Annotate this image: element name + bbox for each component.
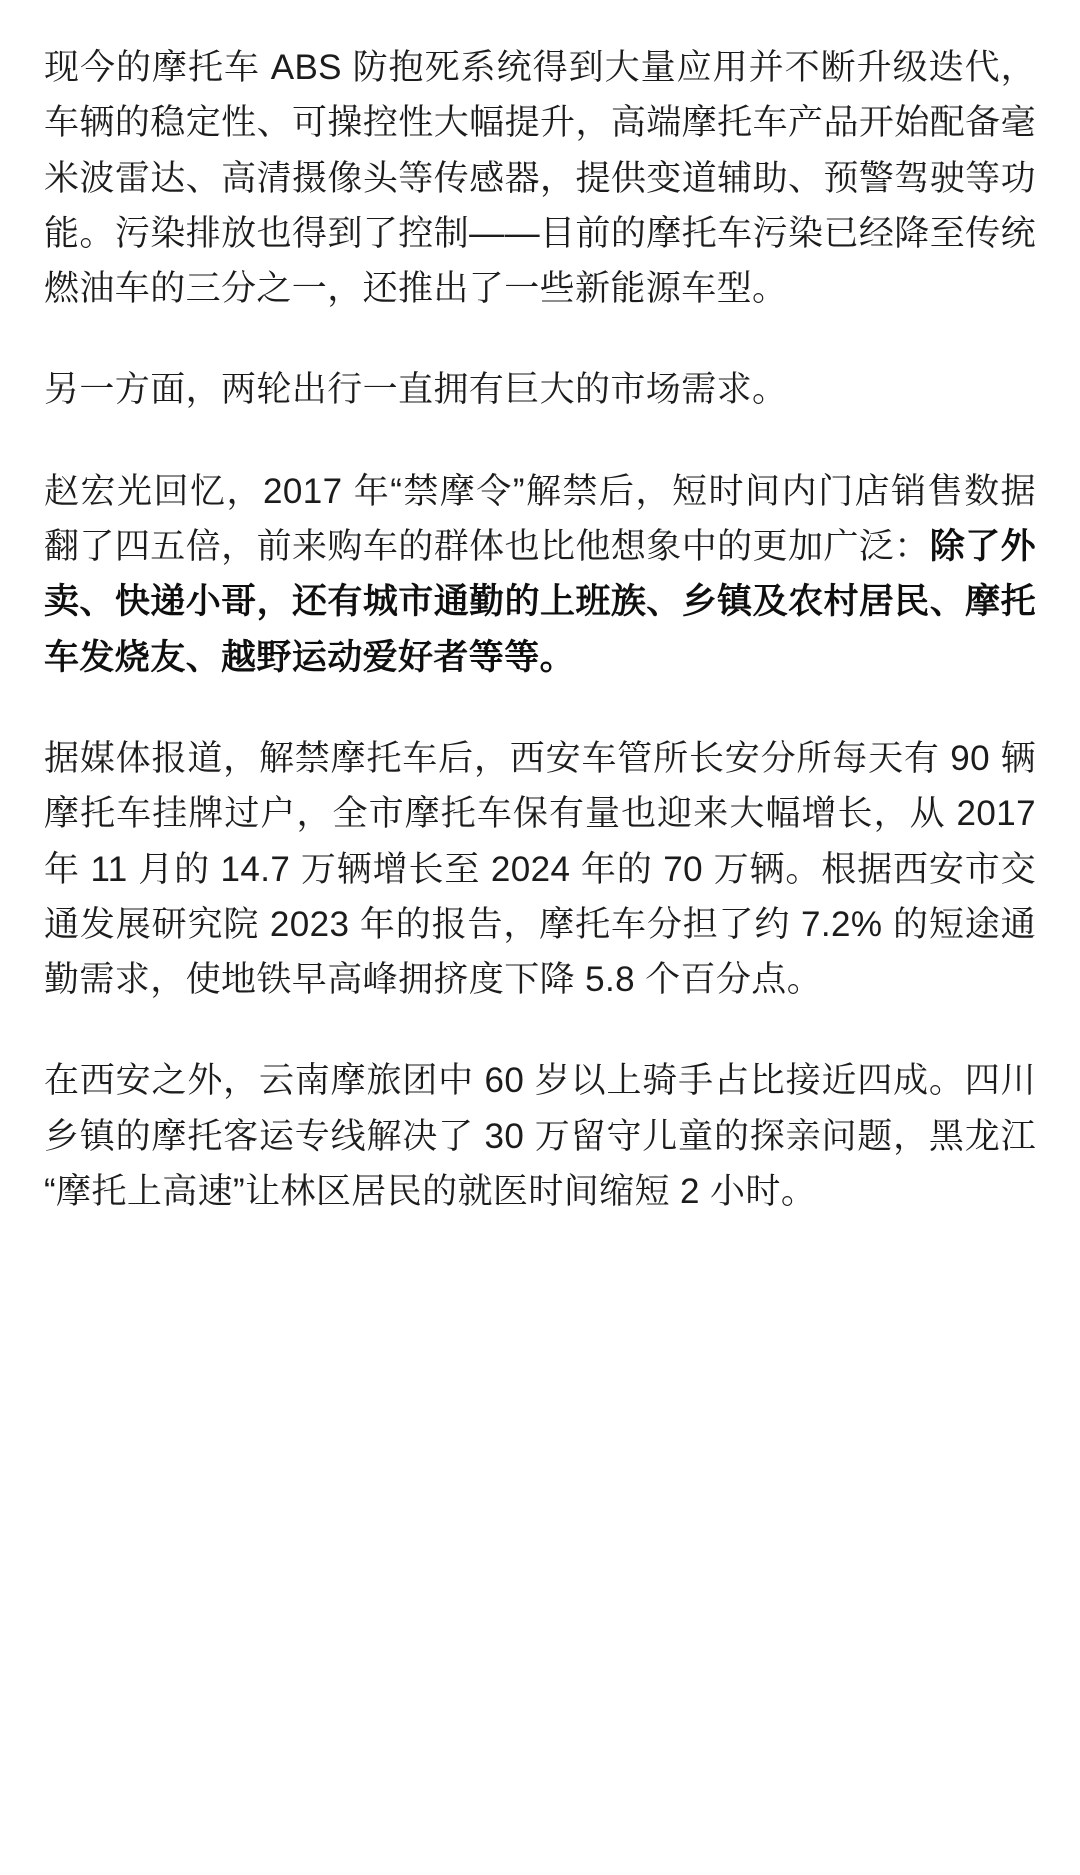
paragraph [44, 362, 1036, 417]
paragraph [44, 464, 1036, 685]
paragraph-list [44, 40, 1036, 1219]
paragraph-run: 据媒体报道，解禁摩托车后，西安车管所长安分所每天有 90 辆摩托车挂牌过户，全市摩托车保有量也迎来大幅增长，从 2017 年 11 月的 14.7 万辆增长至 2024 年的 70 万辆。根据西安市交通发展研究院 2023 年的报告，摩托车分担了约 7.2% 的短途通勤需求，使地铁早高峰拥挤度下降 5.8 个百分点。 [44, 738, 1036, 1000]
paragraph-run: 赵宏光回忆，2017 年“禁摩令”解禁后，短时间内门店销售数据翻了四五倍，前来购车的群体也比他想象中的更加广泛： [44, 471, 1036, 567]
paragraph-run-emphasis: 除了外卖、快递小哥，还有城市通勤的上班族、乡镇及农村居民、摩托车发烧友、越野运动爱好者等等。 [44, 527, 1036, 677]
paragraph-run: 现今的摩托车 ABS 防抱死系统得到大量应用并不断升级迭代，车辆的稳定性、可操控性大幅提升，高端摩托车产品开始配备毫米波雷达、高清摄像头等传感器，提供变道辅助、预警驾驶等功能。污染排放也得到了控制——目前的摩托车污染已经降至传统燃油车的三分之一，还推出了一些新能源车型。 [44, 48, 1036, 309]
paragraph [44, 731, 1036, 1007]
paragraph-run: 另一方面，两轮出行一直拥有巨大的市场需求。 [44, 370, 788, 410]
paragraph-run: 在西安之外，云南摩旅团中 60 岁以上骑手占比接近四成。四川乡镇的摩托客运专线解决了 30 万留守儿童的探亲问题，黑龙江“摩托上高速”让林区居民的就医时间缩短 2 小时。 [44, 1061, 1036, 1212]
paragraph [44, 1053, 1036, 1219]
paragraph [44, 40, 1036, 316]
